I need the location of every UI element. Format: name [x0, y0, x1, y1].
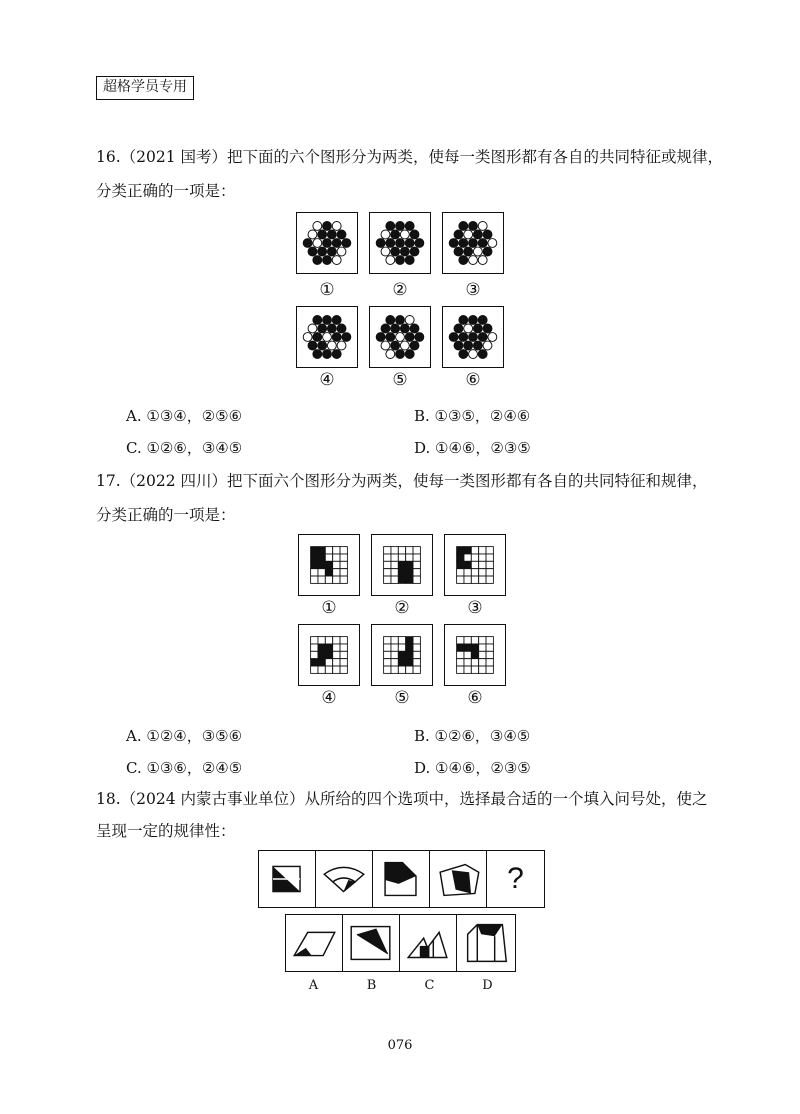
- q17-label-1: ①: [321, 598, 337, 618]
- q18-question-cell-4: [430, 851, 487, 907]
- q17-option-b[interactable]: B. ①②⑥，③④⑤: [414, 727, 531, 745]
- q17-label-3: ③: [467, 598, 483, 618]
- q17-label-2: ②: [394, 598, 410, 618]
- q17-stem-line1: 17.（2022 四川）把下面六个图形分为两类，使每一类图形都有各自的共同特征和规律，: [96, 472, 708, 490]
- question-mark: ?: [507, 862, 524, 895]
- q17-figure-2: [371, 534, 433, 596]
- q16-option-d[interactable]: D. ①④⑥，②③⑤: [414, 439, 531, 457]
- q16-label-4: ④: [319, 370, 335, 390]
- q16-figure-3: [442, 212, 504, 274]
- q18-answer-label-a: A: [308, 978, 319, 993]
- q18-question-strip: [258, 850, 545, 908]
- q17-figure-6: [444, 624, 506, 686]
- q18-stem-line2: 呈现一定的规律性：: [96, 822, 236, 840]
- q18-question-cell-5: [487, 851, 544, 907]
- q17-label-4: ④: [321, 688, 337, 708]
- q16-option-a[interactable]: A. ①③④，②⑤⑥: [126, 407, 243, 425]
- q18-answer-label-d: D: [482, 978, 493, 993]
- q17-figure-1: [298, 534, 360, 596]
- q16-label-5: ⑤: [392, 370, 408, 390]
- page-number: 076: [387, 1038, 413, 1053]
- q16-figure-1: [296, 212, 358, 274]
- q16-figure-4: [296, 306, 358, 368]
- q16-option-b[interactable]: B. ①③⑤，②④⑥: [414, 407, 531, 425]
- q17-label-5: ⑤: [394, 688, 410, 708]
- q16-figure-5: [369, 306, 431, 368]
- q17-option-c[interactable]: C. ①③⑥，②④⑤: [126, 759, 243, 777]
- q18-answer-b[interactable]: [343, 915, 400, 971]
- q16-figure-6: [442, 306, 504, 368]
- q17-figure-4: [298, 624, 360, 686]
- q18-answer-strip: [285, 914, 516, 972]
- q16-label-2: ②: [392, 280, 408, 300]
- q18-answer-c[interactable]: [400, 915, 457, 971]
- q18-answer-d[interactable]: [457, 915, 514, 971]
- q18-answer-label-c: C: [424, 978, 435, 993]
- q17-label-6: ⑥: [467, 688, 483, 708]
- header-tag: 超格学员专用: [96, 76, 194, 100]
- q17-option-d[interactable]: D. ①④⑥，②③⑤: [414, 759, 531, 777]
- q18-question-cell-1: [259, 851, 316, 907]
- q16-label-1: ①: [319, 280, 335, 300]
- q18-answer-label-b: B: [366, 978, 377, 993]
- q17-figure-5: [371, 624, 433, 686]
- q16-option-c[interactable]: C. ①②⑥，③④⑤: [126, 439, 243, 457]
- q17-stem-line2: 分类正确的一项是：: [96, 506, 236, 524]
- q16-label-3: ③: [465, 280, 481, 300]
- q16-stem-line1: 16.（2021 国考）把下面的六个图形分为两类，使每一类图形都有各自的共同特征或规律，: [96, 148, 724, 166]
- q18-question-cell-3: [373, 851, 430, 907]
- q18-question-cell-2: [316, 851, 373, 907]
- q16-stem-line2: 分类正确的一项是：: [96, 182, 236, 200]
- q16-label-6: ⑥: [465, 370, 481, 390]
- q18-stem-line1: 18.（2024 内蒙古事业单位）从所给的四个选项中，选择最合适的一个填入问号处，使之: [96, 790, 708, 808]
- q18-answer-a[interactable]: [286, 915, 343, 971]
- q17-figure-3: [444, 534, 506, 596]
- q17-option-a[interactable]: A. ①②④，③⑤⑥: [126, 727, 243, 745]
- q16-figure-2: [369, 212, 431, 274]
